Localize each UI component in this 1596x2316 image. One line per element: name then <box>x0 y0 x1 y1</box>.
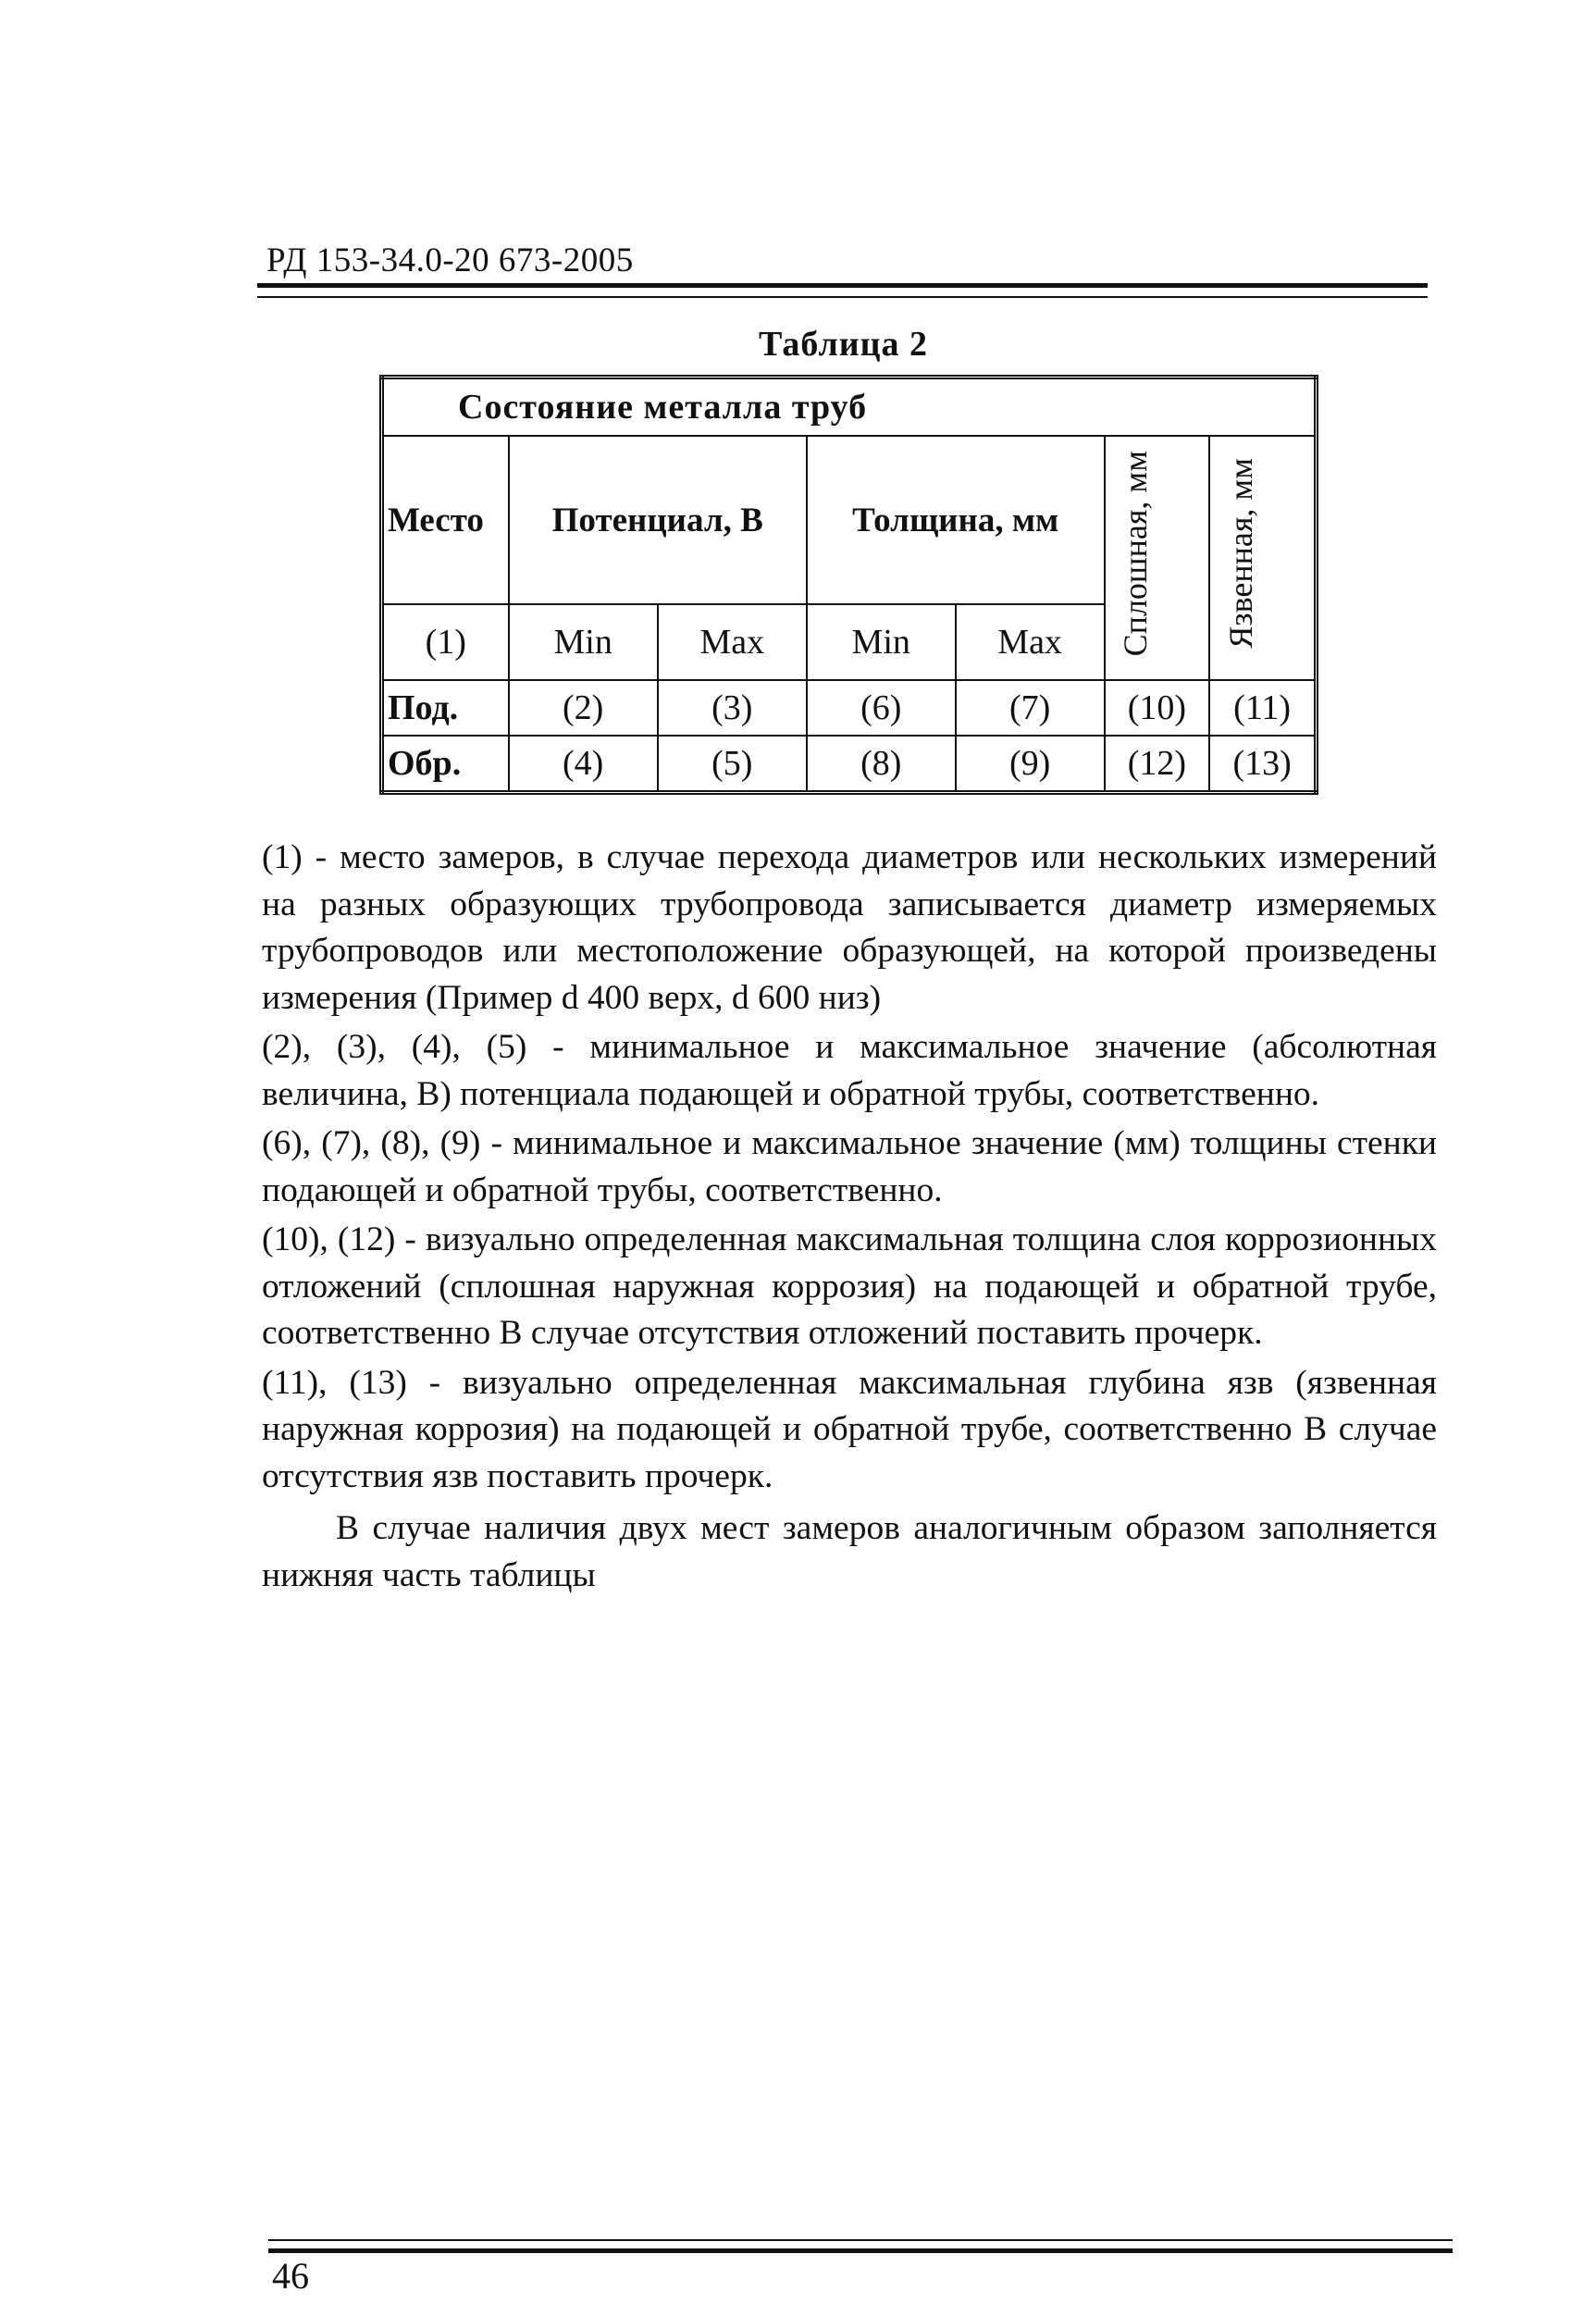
subheader-potential-max: Max <box>658 604 807 680</box>
document-code: РД 153-34.0-20 673-2005 <box>266 242 634 279</box>
cell-solid: (10) <box>1105 680 1210 736</box>
page-header <box>257 241 1428 298</box>
table-caption: Таблица 2 <box>759 325 929 364</box>
cell-thickness-max: (7) <box>956 680 1105 736</box>
cell-potential-min: (4) <box>509 736 658 793</box>
cell-potential-max: (3) <box>658 680 807 736</box>
note-paragraph: (6), (7), (8), (9) - минимальное и максимальное значение (мм) толщины стенки подающей и обратной трубы, соответственно. <box>262 1124 1437 1209</box>
table-row <box>382 680 1317 736</box>
table-title: Состояние металла труб <box>382 378 1317 437</box>
cell-solid: (12) <box>1105 736 1210 793</box>
note-paragraph: (10), (12) - визуально определенная максимальная толщина слоя коррозионных отложений (сплошная наружная коррозия) на подающей и обратной трубе, соответственно В случае отсутствия отложений поставить прочерк. <box>262 1220 1437 1352</box>
header-ulcer-label: Язвенная, мм <box>1222 458 1260 649</box>
subheader-thickness-min: Min <box>807 604 956 680</box>
subheader-thickness-max: Max <box>956 604 1105 680</box>
header-rule <box>257 283 1428 298</box>
cell-thickness-min: (6) <box>807 680 956 736</box>
header-solid <box>1105 436 1210 680</box>
row-label: Обр. <box>382 736 509 793</box>
cell-potential-max: (5) <box>658 736 807 793</box>
page-footer <box>268 2239 1453 2299</box>
note-paragraph: В случае наличия двух мест замеров аналогичным образом заполняется нижняя часть таблицы <box>262 1509 1437 1594</box>
note-paragraph: (2), (3), (4), (5) - минимальное и максимальное значение (абсолютная величина, В) потенциала подающей и обратной трубы, соответственно. <box>262 1028 1437 1113</box>
note-paragraph: (1) - место замеров, в случае перехода диаметров или нескольких измерений на разных образующих трубопровода записывается диаметр измеряемых трубопроводов или местоположение образующей, на которой произведены измерения (Пример d 400 верх, d 600 низ) <box>262 838 1437 1017</box>
table-notes <box>262 835 1437 1602</box>
table-row <box>382 736 1317 793</box>
metal-condition-table <box>379 375 1318 795</box>
cell-ulcer: (13) <box>1209 736 1316 793</box>
cell-thickness-min: (8) <box>807 736 956 793</box>
header-place: Место <box>382 436 509 604</box>
header-ulcer <box>1209 436 1316 680</box>
subheader-place-code: (1) <box>382 604 509 680</box>
header-potential: Потенциал, В <box>509 436 807 604</box>
footer-rule <box>268 2239 1453 2253</box>
page-number: 46 <box>272 2255 309 2297</box>
subheader-potential-min: Min <box>509 604 658 680</box>
cell-potential-min: (2) <box>509 680 658 736</box>
cell-ulcer: (11) <box>1209 680 1316 736</box>
row-label: Под. <box>382 680 509 736</box>
cell-thickness-max: (9) <box>956 736 1105 793</box>
note-paragraph: (11), (13) - визуально определенная максимальная глубина язв (язвенная наружная коррозия) на подающей и обратной трубе, соответственно В случае отсутствия язв поставить прочерк. <box>262 1363 1437 1495</box>
header-solid-label: Сплошная, мм <box>1117 450 1155 657</box>
header-thickness: Толщина, мм <box>807 436 1105 604</box>
